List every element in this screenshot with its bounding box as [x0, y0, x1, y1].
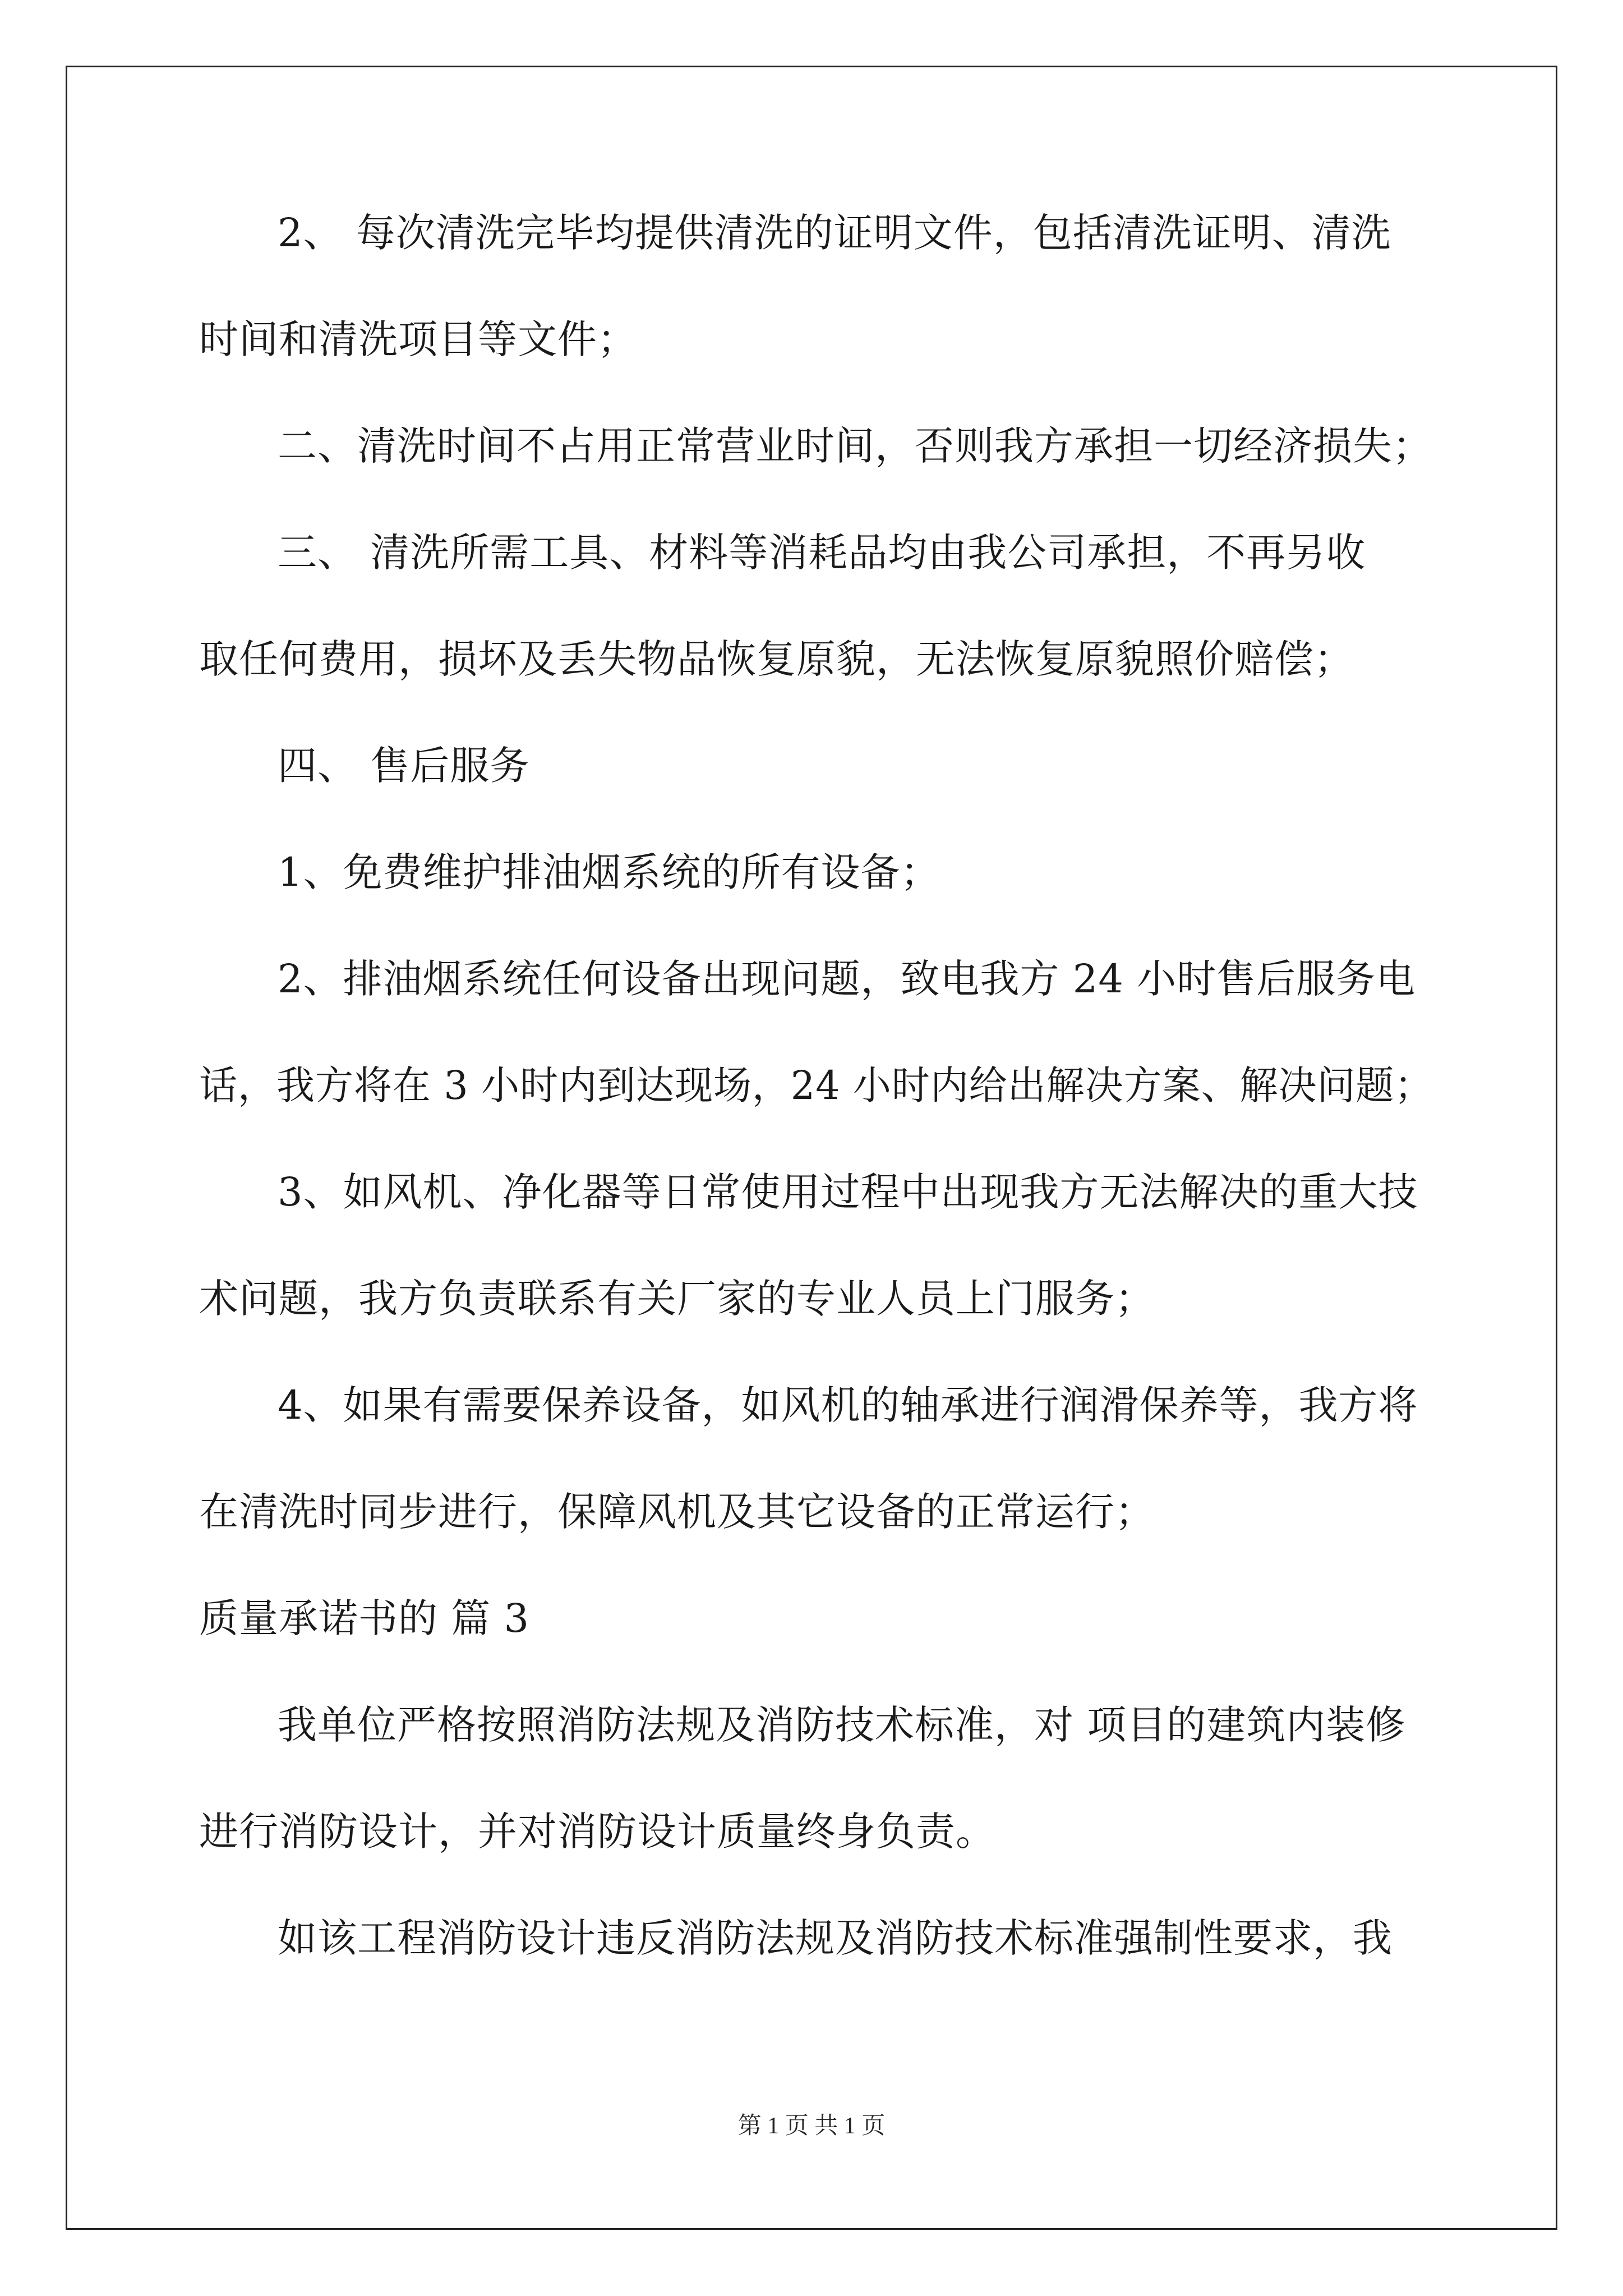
- text-line: 4、如果有需要保养设备，如风机的轴承进行润滑保养等，我方将: [278, 1382, 1418, 1428]
- text-line: 2、 每次清洗完毕均提供清洗的证明文件，包括清洗证明、清洗: [278, 210, 1391, 256]
- text-line: 二、清洗时间不占用正常营业时间，否则我方承担一切经济损失；: [278, 423, 1432, 469]
- text-line: 1、免费维护排油烟系统的所有设备；: [278, 849, 940, 895]
- document-title: 质量承诺书的 篇 3: [199, 1595, 530, 1641]
- text-line: 三、 清洗所需工具、材料等消耗品均由我公司承担，不再另收: [278, 530, 1366, 576]
- text-line: 3、如风机、净化器等日常使用过程中出现我方无法解决的重大技: [278, 1169, 1418, 1215]
- text-line: 话，我方将在 3 小时内到达现场，24 小时内给出解决方案、解决问题；: [199, 1062, 1433, 1108]
- text-line: 如该工程消防设计违反消防法规及消防技术标准强制性要求，我: [278, 1915, 1393, 1961]
- page-footer: 第 1 页 共 1 页: [737, 2113, 886, 2139]
- text-line: 术问题，我方负责联系有关厂家的专业人员上门服务；: [199, 1276, 1155, 1322]
- text-line: 在清洗时同步进行，保障风机及其它设备的正常运行；: [199, 1489, 1155, 1535]
- text-line: 我单位严格按照消防法规及消防技术标准，对 项目的建筑内装修: [278, 1702, 1406, 1748]
- text-line: 时间和清洗项目等文件；: [199, 316, 637, 362]
- page-border: [66, 66, 1557, 2230]
- text-line: 2、排油烟系统任何设备出现问题，致电我方 24 小时售后服务电: [278, 956, 1416, 1002]
- text-line: 取任何费用，损坏及丢失物品恢复原貌，无法恢复原貌照价赔偿；: [199, 636, 1354, 682]
- section-heading: 四、 售后服务: [278, 743, 530, 789]
- text-line: 进行消防设计，并对消防设计质量终身负责。: [199, 1809, 995, 1855]
